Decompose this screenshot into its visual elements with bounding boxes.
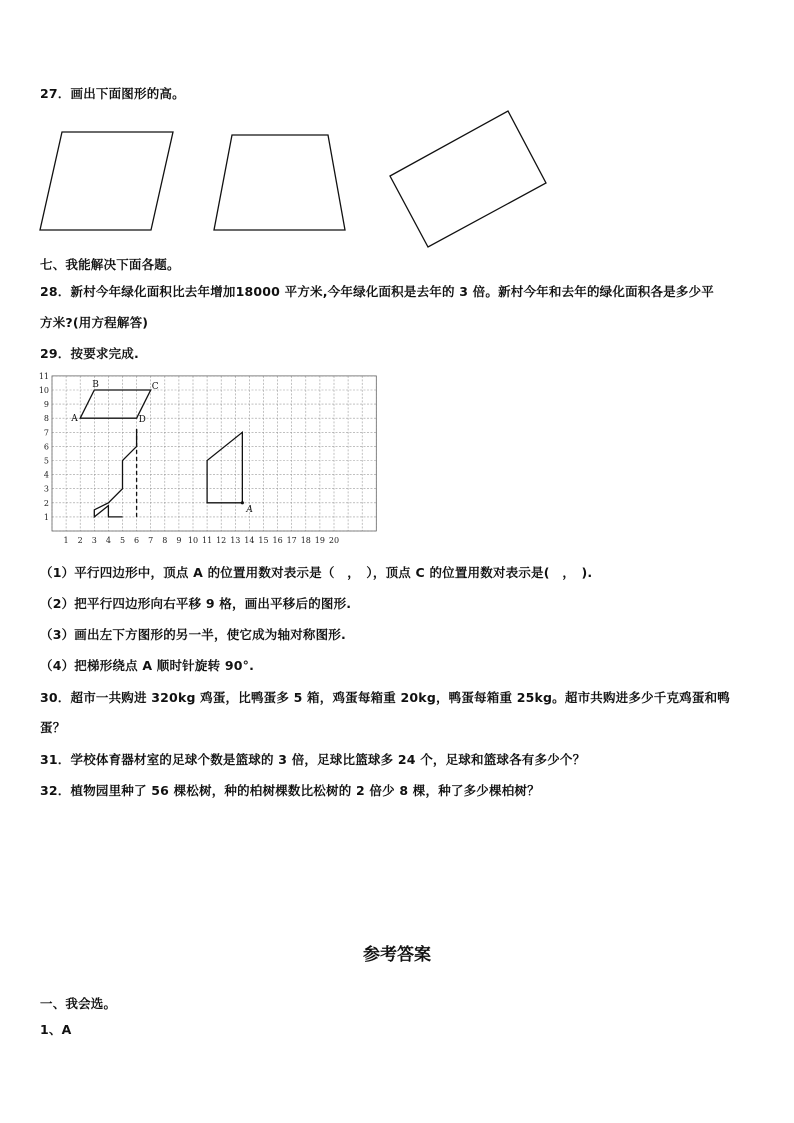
- question-29-part-4: （4）把梯形绕点 A 顺时针旋转 90°.: [40, 658, 255, 673]
- question-30-line-1: 30．超市一共购进 320kg 鸡蛋，比鸭蛋多 5 箱，鸡蛋每箱重 20kg，鸭蛋每箱重 25kg。超市共购进多少千克鸡蛋和鸭: [40, 690, 730, 705]
- y-tick-label: 5: [43, 456, 49, 466]
- x-tick-label: 4: [105, 536, 111, 545]
- y-tick-label: 11: [38, 371, 49, 381]
- question-29-part-1: （1）平行四边形中，顶点 A 的位置用数对表示是（ ， ），顶点 C 的位置用数对表示是( ， ).: [40, 565, 593, 580]
- answer-key-title: 参考答案: [363, 945, 431, 965]
- question-29-part-2: （2）把平行四边形向右平移 9 格，画出平移后的图形.: [40, 596, 352, 611]
- y-tick-label: 8: [43, 414, 49, 424]
- x-tick-label: 8: [162, 536, 168, 545]
- y-tick-label: 3: [43, 484, 49, 494]
- answer-1: 1、A: [40, 1022, 72, 1037]
- rotation-point: [241, 501, 244, 504]
- x-tick-label: 16: [272, 536, 283, 545]
- point-label-b: B: [92, 380, 99, 390]
- x-tick-label: 20: [328, 536, 340, 545]
- x-tick-label: 17: [286, 536, 297, 545]
- x-tick-label: 3: [91, 536, 97, 545]
- trapezoid-figure: [214, 135, 345, 230]
- point-label-c: C: [151, 382, 159, 392]
- half-figure: [94, 429, 136, 516]
- grid-frame: [52, 376, 376, 531]
- y-tick-label: 10: [38, 386, 49, 395]
- question-32: 32．植物园里种了 56 棵松树，种的柏树棵数比松树的 2 倍少 8 棵，种了多少棵柏树？: [40, 783, 540, 798]
- answer-section-1: 一、我会选。: [40, 996, 117, 1011]
- trapezoid: [207, 432, 242, 503]
- tilted-rectangle-figure: [390, 111, 546, 247]
- question-31: 31．学校体育器材室的足球个数是篮球的 3 倍，足球比篮球多 24 个，足球和篮球各有多少个？: [40, 752, 586, 767]
- x-tick-label: 11: [202, 536, 213, 545]
- x-tick-label: 1: [63, 536, 69, 545]
- x-tick-label: 19: [314, 536, 325, 545]
- question-27: 27．画出下面图形的高。: [40, 86, 185, 101]
- question-29: 29．按要求完成.: [40, 346, 139, 361]
- y-tick-label: 1: [43, 512, 49, 522]
- x-tick-label: 5: [119, 536, 126, 545]
- x-tick-label: 6: [134, 536, 140, 545]
- x-tick-label: 13: [230, 536, 241, 545]
- question-28-line-2: 方米?(用方程解答): [40, 315, 149, 330]
- y-tick-label: 4: [43, 470, 49, 480]
- y-tick-label: 7: [43, 428, 49, 438]
- y-tick-label: 2: [43, 498, 49, 508]
- point-label-trapezoid-a: A: [246, 504, 253, 515]
- question-28-line-1: 28．新村今年绿化面积比去年增加18000 平方米,今年绿化面积是去年的 3 倍。新村今年和去年的绿化面积各是多少平: [40, 284, 714, 299]
- x-tick-label: 9: [176, 536, 182, 545]
- x-tick-label: 12: [216, 536, 227, 545]
- x-tick-label: 7: [148, 536, 154, 545]
- parallelogram-figure: [40, 132, 173, 230]
- section-7-heading: 七、我能解决下面各题。: [40, 257, 180, 272]
- point-label-a: A: [71, 414, 78, 425]
- coordinate-grid: [39, 372, 376, 545]
- x-tick-label: 18: [300, 536, 311, 545]
- x-tick-label: 15: [258, 536, 269, 545]
- x-tick-label: 14: [244, 536, 255, 545]
- x-tick-label: 2: [77, 536, 83, 545]
- y-tick-label: 9: [43, 400, 49, 410]
- x-tick-label: 10: [187, 536, 199, 545]
- question-29-part-3: （3）画出左下方图形的另一半，使它成为轴对称图形.: [40, 627, 346, 642]
- question-30-line-2: 蛋？: [40, 720, 66, 735]
- y-tick-label: 6: [43, 442, 49, 452]
- point-label-d: D: [138, 415, 146, 426]
